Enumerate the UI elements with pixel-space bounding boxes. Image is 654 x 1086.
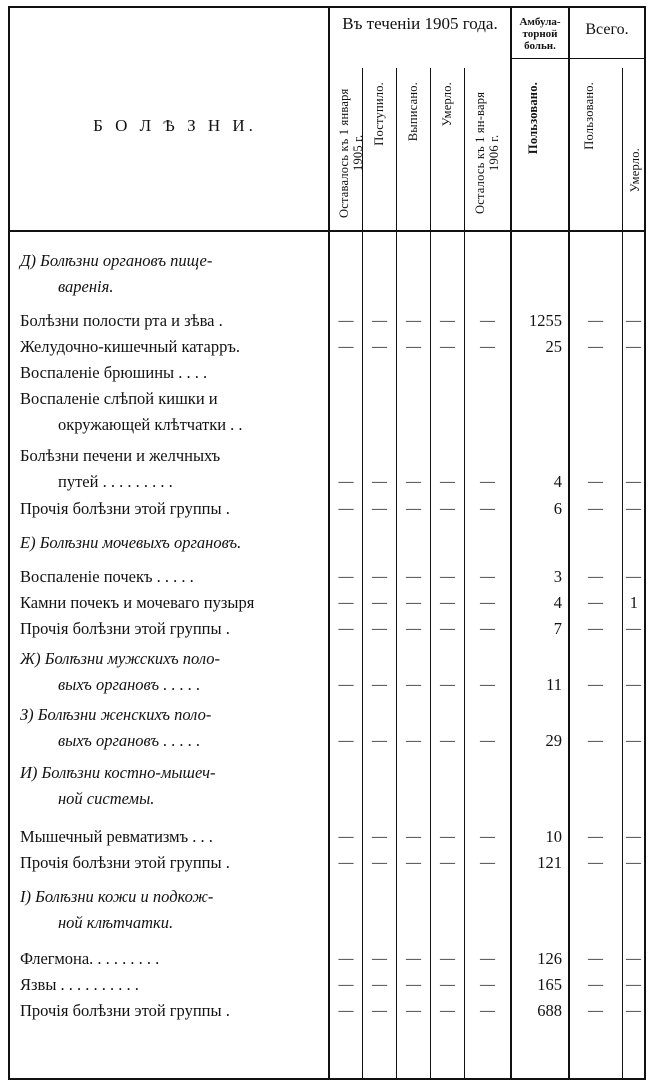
table-cell: — — [480, 569, 495, 585]
row-label: путей . . . . . . . . . — [58, 472, 173, 491]
table-cell: — — [480, 474, 495, 490]
row-label: Прочія болѣзни этой группы . — [20, 853, 230, 872]
table-row — [10, 702, 644, 728]
table-row — [10, 824, 644, 850]
table-cell: — — [480, 313, 495, 329]
table-cell: — — [440, 829, 455, 845]
table-cell: — — [588, 313, 603, 329]
table-row — [10, 564, 644, 590]
table-cell: — — [440, 501, 455, 517]
table-row — [10, 672, 644, 698]
table-cell: — — [406, 621, 421, 637]
table-cell: 6 — [553, 499, 562, 518]
table-cell: — — [372, 855, 387, 871]
header-col-ambulatory-treated: Пользовано. — [526, 82, 540, 155]
header-col-total-treated: Пользовано. — [582, 82, 596, 150]
table-cell: — — [626, 501, 641, 517]
table-row — [10, 616, 644, 642]
table-cell: — — [588, 977, 603, 993]
row-label: Д) Болѣзни органовъ пище- — [20, 251, 213, 270]
table-row — [10, 443, 644, 469]
table-cell: — — [440, 339, 455, 355]
table-cell: — — [406, 733, 421, 749]
table-frame — [8, 6, 646, 1080]
table-row — [10, 998, 644, 1024]
table-row — [10, 910, 644, 936]
table-cell: — — [480, 595, 495, 611]
table-cell: — — [626, 621, 641, 637]
table-cell: — — [588, 733, 603, 749]
table-cell: — — [406, 951, 421, 967]
header-col-admitted: Поступило. — [372, 82, 386, 146]
table-cell: 7 — [553, 619, 562, 638]
table-cell: — — [626, 313, 641, 329]
table-cell: — — [338, 951, 354, 967]
table-cell: — — [626, 829, 641, 845]
table-cell: — — [338, 595, 354, 611]
table-cell: — — [372, 595, 387, 611]
table-cell: — — [338, 677, 354, 693]
table-cell: — — [406, 501, 421, 517]
table-cell: — — [406, 595, 421, 611]
table-row — [10, 308, 644, 334]
table-cell: 10 — [545, 827, 562, 846]
table-cell: — — [588, 595, 603, 611]
table-cell: — — [588, 569, 603, 585]
table-cell: — — [626, 951, 641, 967]
row-label: Камни почекъ и мочеваго пузыря — [20, 593, 255, 612]
table-cell: 1255 — [529, 311, 562, 330]
table-row — [10, 590, 644, 616]
table-row — [10, 386, 644, 412]
table-cell: — — [480, 829, 495, 845]
table-cell: — — [406, 677, 421, 693]
table-cell: — — [338, 313, 354, 329]
row-label: Прочія болѣзни этой группы . — [20, 499, 230, 518]
table-cell: — — [372, 1003, 387, 1019]
hrule-header-bottom — [10, 230, 644, 232]
row-label: ной системы. — [58, 789, 155, 808]
table-cell: 3 — [553, 567, 562, 586]
table-cell: — — [588, 677, 603, 693]
table-cell: — — [372, 474, 387, 490]
table-cell: — — [588, 474, 603, 490]
row-label: выхъ органовъ . . . . . — [58, 731, 201, 750]
header-group-ambulatory: Амбула-торной больн. — [519, 16, 561, 52]
table-cell: — — [626, 1003, 641, 1019]
table-cell: — — [480, 621, 495, 637]
row-label: Прочія болѣзни этой группы . — [20, 1001, 230, 1020]
table-cell: — — [480, 501, 495, 517]
table-row — [10, 646, 644, 672]
table-cell: 1 — [629, 593, 638, 612]
table-cell: 29 — [545, 731, 562, 750]
table-cell: — — [372, 313, 387, 329]
table-cell: — — [406, 977, 421, 993]
row-label: Болѣзни полости рта и зѣва . — [20, 311, 223, 330]
table-cell: — — [440, 977, 455, 993]
table-cell: — — [626, 733, 641, 749]
table-cell: — — [440, 855, 455, 871]
row-label: окружающей клѣтчатки . . — [58, 415, 243, 434]
table-cell: — — [372, 977, 387, 993]
row-label: Язвы . . . . . . . . . . — [20, 975, 139, 994]
header-col-discharged: Выписано. — [406, 82, 420, 142]
table-cell: — — [480, 951, 495, 967]
table-cell: — — [440, 621, 455, 637]
table-cell: — — [480, 677, 495, 693]
row-label: Воспаленіе слѣпой кишки и — [20, 389, 218, 408]
table-row — [10, 972, 644, 998]
table-cell: — — [338, 1003, 354, 1019]
table-cell: — — [440, 733, 455, 749]
table-cell: — — [440, 677, 455, 693]
table-cell: — — [626, 677, 641, 693]
row-label: З) Болѣзни женскихъ поло- — [20, 705, 212, 724]
table-cell: — — [588, 829, 603, 845]
row-label: Флегмона. . . . . . . . . — [20, 949, 160, 968]
table-row — [10, 496, 644, 522]
table-cell: — — [338, 977, 354, 993]
table-cell: — — [588, 855, 603, 871]
row-label: Е) Болѣзни мочевыхъ органовъ. — [20, 533, 242, 552]
table-cell: — — [440, 474, 455, 490]
table-cell: — — [406, 339, 421, 355]
table-cell: — — [480, 855, 495, 871]
table-cell: 126 — [537, 949, 562, 968]
row-label: Прочія болѣзни этой группы . — [20, 619, 230, 638]
table-row — [10, 884, 644, 910]
table-cell: — — [480, 339, 495, 355]
table-row — [10, 786, 644, 812]
table-cell: — — [338, 474, 354, 490]
header-col-remaining-1905: Оставалось къ 1 января 1905 г. — [337, 88, 365, 218]
hrule-ambul-group — [510, 58, 644, 59]
table-row — [10, 334, 644, 360]
header-col-remaining-1906: Осталось къ 1 ян-варя 1906 г. — [473, 91, 501, 215]
table-cell: 165 — [537, 975, 562, 994]
table-cell: 4 — [553, 593, 562, 612]
table-cell: — — [480, 733, 495, 749]
row-label: выхъ органовъ . . . . . — [58, 675, 201, 694]
table-cell: — — [626, 977, 641, 993]
table-cell: — — [372, 829, 387, 845]
table-row — [10, 760, 644, 786]
header-group-total: Всего. — [585, 21, 629, 38]
table-cell: — — [588, 951, 603, 967]
table-cell: — — [440, 1003, 455, 1019]
table-row — [10, 360, 644, 386]
table-cell: — — [372, 501, 387, 517]
table-cell: — — [338, 501, 354, 517]
table-row — [10, 412, 644, 438]
table-cell: — — [338, 829, 354, 845]
table-cell: 11 — [546, 675, 562, 694]
header-col-died: Умерло. — [440, 82, 454, 127]
table-cell: — — [588, 1003, 603, 1019]
table-cell: — — [440, 595, 455, 611]
table-cell: — — [480, 977, 495, 993]
row-label: И) Болѣзни костно-мышеч- — [20, 763, 216, 782]
header-col-total-died: Умерло. — [628, 148, 642, 193]
table-row — [10, 946, 644, 972]
table-row — [10, 850, 644, 876]
table-cell: — — [372, 621, 387, 637]
table-cell: — — [626, 855, 641, 871]
table-cell: 688 — [537, 1001, 562, 1020]
table-cell: — — [372, 677, 387, 693]
table-cell: — — [440, 313, 455, 329]
header-group-period: Въ теченіи 1905 года. — [342, 14, 498, 33]
row-label: Ж) Болѣзни мужскихъ поло- — [20, 649, 221, 668]
table-cell: — — [480, 1003, 495, 1019]
table-row — [10, 469, 644, 495]
row-label: варенія. — [58, 277, 114, 296]
header-col-diseases: Б О Л Ѣ З Н И. — [93, 116, 257, 135]
table-cell: — — [588, 501, 603, 517]
row-label: Мышечный ревматизмъ . . . — [20, 827, 213, 846]
table-cell: 121 — [537, 853, 562, 872]
table-cell: — — [406, 829, 421, 845]
row-label: Воспаленіе брюшины . . . . — [20, 363, 208, 382]
table-cell: — — [406, 569, 421, 585]
table-cell: — — [588, 339, 603, 355]
table-row — [10, 728, 644, 754]
table-cell: — — [626, 474, 641, 490]
row-label: I) Болѣзни кожи и подкож- — [20, 887, 214, 906]
row-label: Болѣзни печени и желчныхъ — [20, 446, 221, 465]
table-cell: — — [338, 339, 354, 355]
table-cell: — — [372, 339, 387, 355]
table-cell: 4 — [553, 472, 562, 491]
table-cell: — — [626, 569, 641, 585]
table-cell: — — [372, 733, 387, 749]
table-row — [10, 248, 644, 274]
table-cell: — — [372, 569, 387, 585]
table-row — [10, 530, 644, 556]
row-label: Желудочно-кишечный катарръ. — [20, 337, 240, 356]
table-cell: — — [440, 569, 455, 585]
table-row — [10, 274, 644, 300]
table-cell: — — [406, 855, 421, 871]
table-cell: — — [338, 733, 354, 749]
table-cell: 25 — [545, 337, 562, 356]
table-cell: — — [338, 621, 354, 637]
table-cell: — — [338, 855, 354, 871]
table-cell: — — [338, 569, 354, 585]
row-label: ной клѣтчатки. — [58, 913, 174, 932]
table-cell: — — [406, 1003, 421, 1019]
row-label: Воспаленіе почекъ . . . . . — [20, 567, 194, 586]
table-cell: — — [372, 951, 387, 967]
table-cell: — — [406, 313, 421, 329]
table-cell: — — [588, 621, 603, 637]
table-cell: — — [440, 951, 455, 967]
table-cell: — — [626, 339, 641, 355]
table-cell: — — [406, 474, 421, 490]
